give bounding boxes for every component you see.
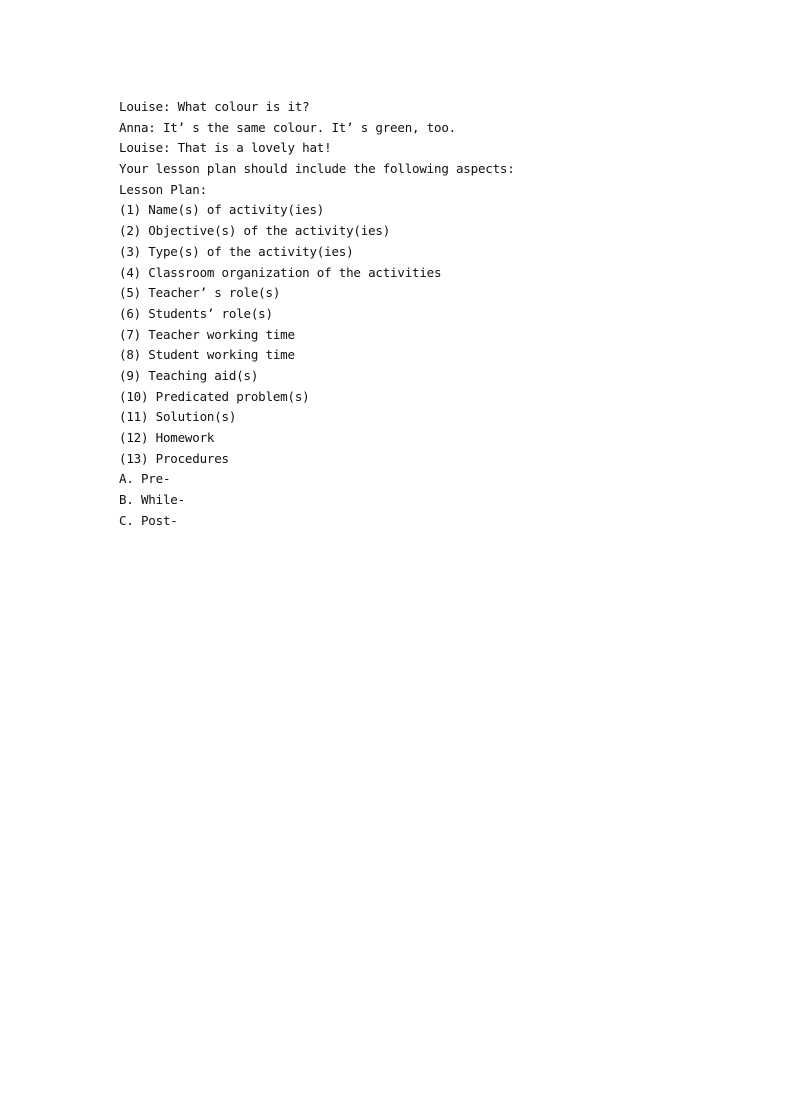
dialogue-line: Louise: What colour is it?	[119, 99, 310, 114]
instruction-line: Your lesson plan should include the following aspects:	[119, 161, 515, 177]
lesson-plan-item: (3) Type(s) of the activity(ies)	[119, 243, 354, 259]
lesson-plan-item: (1) Name(s) of activity(ies)	[119, 202, 325, 218]
lesson-plan-item: (6) Students’ role(s)	[119, 305, 273, 321]
dialogue-line: Louise: That is a lovely hat!	[119, 140, 332, 156]
lesson-plan-item: (2) Objective(s) of the activity(ies)	[119, 223, 391, 239]
lesson-plan-item: (9) Teaching aid(s)	[119, 367, 259, 383]
lesson-plan-item: (12) Homework	[119, 430, 215, 445]
procedure-stage: C. Post-	[119, 512, 178, 528]
procedure-stage: A. Pre-	[119, 471, 171, 487]
lesson-plan-item: (8) Student working time	[119, 347, 295, 363]
procedure-stage: B. While-	[119, 492, 185, 508]
lesson-plan-item: (13) Procedures	[119, 450, 229, 466]
lesson-plan-item: (7) Teacher working time	[119, 326, 295, 342]
document-text	[119, 97, 719, 531]
lesson-plan-item: (4) Classroom organization of the activities	[119, 264, 442, 280]
dialogue-line: Anna: It’ s the same colour. It’ s green, too.	[119, 119, 456, 135]
lesson-plan-item: (11) Solution(s)	[119, 409, 237, 425]
lesson-plan-item: (5) Teacher’ s role(s)	[119, 285, 281, 301]
lesson-plan-heading: Lesson Plan:	[119, 181, 207, 197]
lesson-plan-item: (10) Predicated problem(s)	[119, 388, 310, 404]
